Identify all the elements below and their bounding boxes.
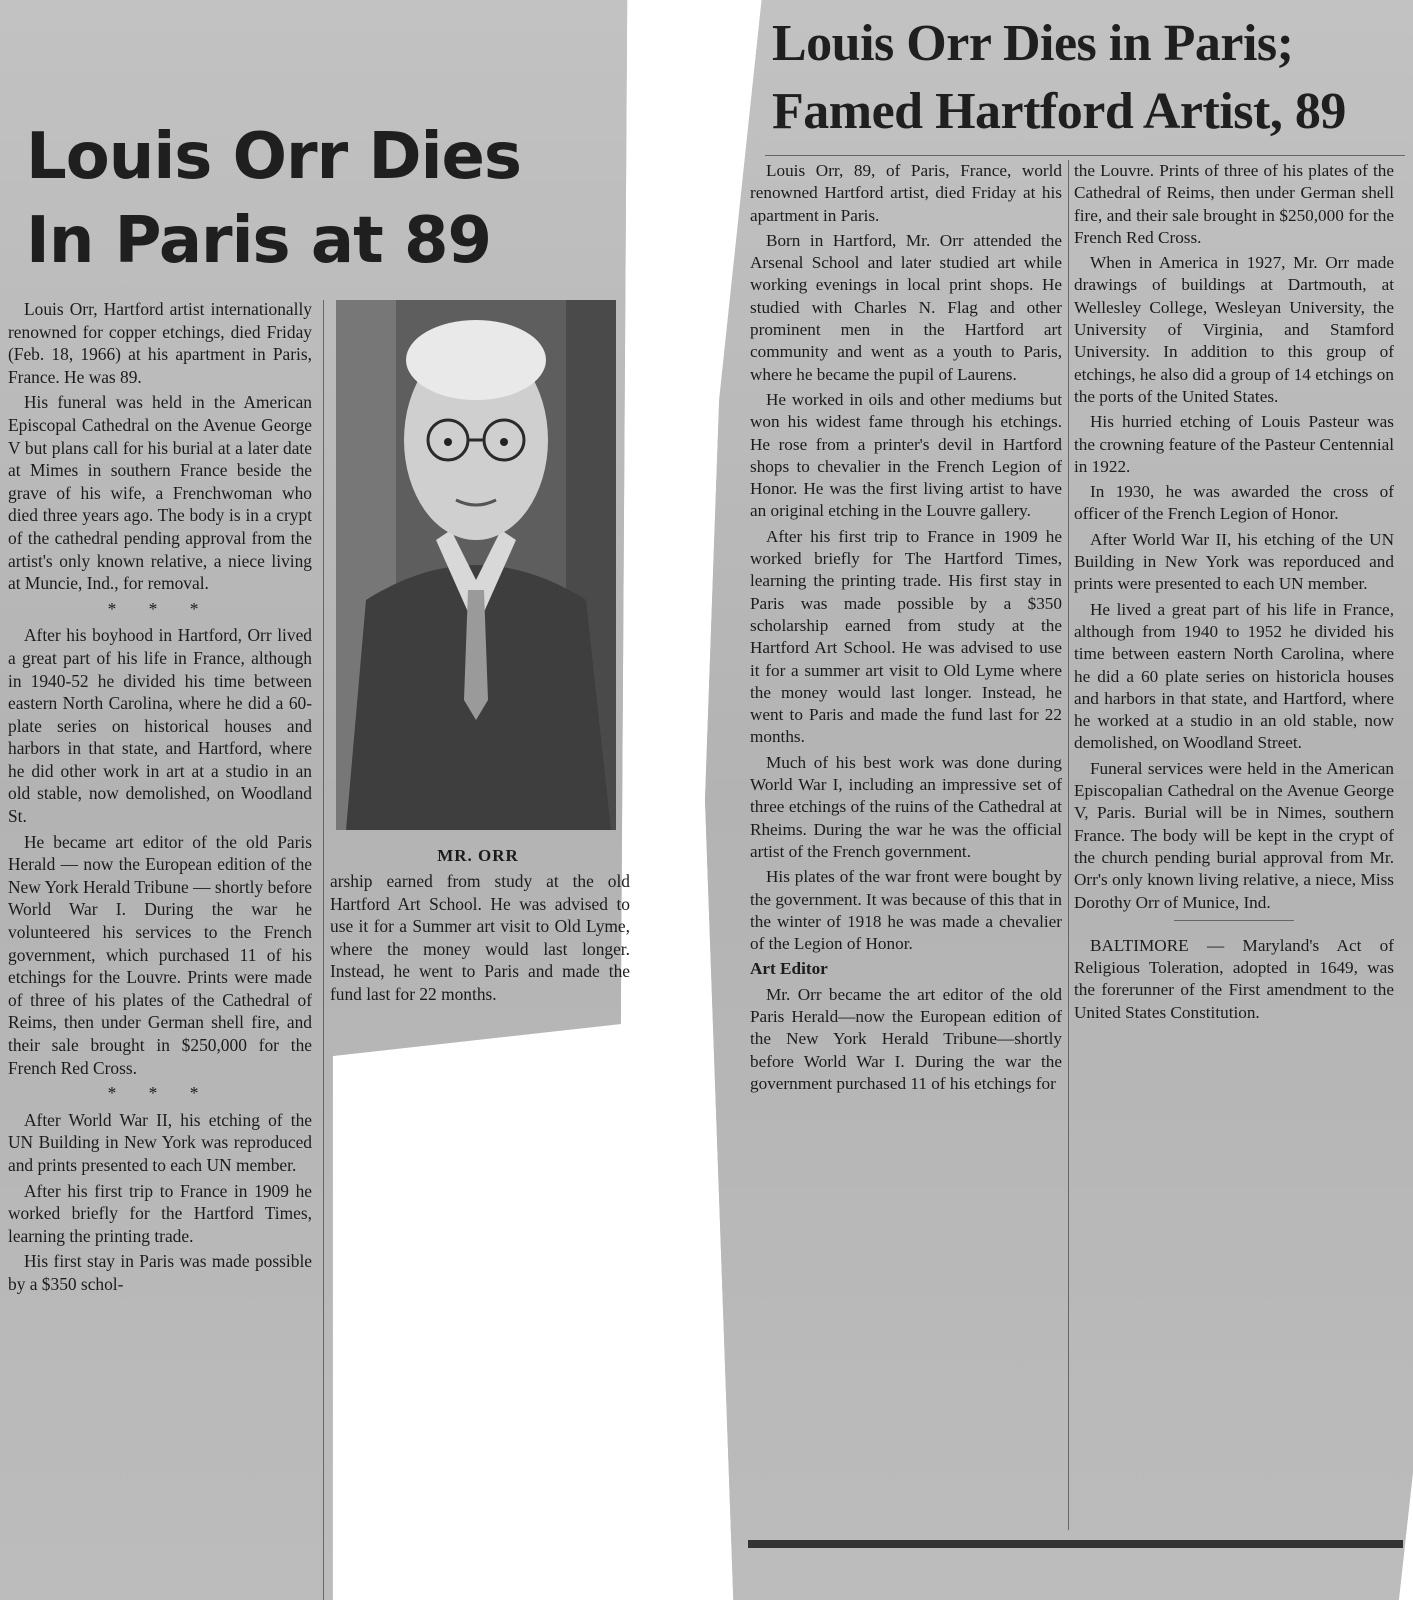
paragraph: His first stay in Paris was made possible by a $350 schol- bbox=[8, 1251, 312, 1294]
paragraph: Louis Orr, 89, of Paris, France, world renowned Hartford artist, died Friday at his apartment in Paris. bbox=[750, 161, 1062, 225]
right-column-2 bbox=[1074, 160, 1394, 1027]
right-headline-line2: Famed Hartford Artist, 89 bbox=[772, 83, 1346, 140]
paragraph: Funeral services were held in the American Episcopalian Cathedral on the Avenue George V, Paris. Burial will be in Nimes, southern France. The body will be kept in the crypt of the church pending burial approval from Mr. Orr's only known living relative, a niece, Miss Dorothy Orr of Munice, Ind. bbox=[1074, 758, 1394, 912]
left-column-2 bbox=[330, 870, 630, 1009]
paragraph: In 1930, he was awarded the cross of officer of the French Legion of Honor. bbox=[1074, 482, 1394, 524]
column-rule bbox=[323, 300, 324, 1600]
bottom-border bbox=[748, 1540, 1403, 1548]
left-column-1 bbox=[8, 298, 312, 1299]
paragraph: After World War II, his etching of the UN Building in New York was reproduced and prints presented to each UN member. bbox=[8, 1109, 312, 1175]
left-headline-line1: Louis Orr Dies bbox=[26, 120, 521, 194]
column-rule bbox=[1068, 160, 1069, 1530]
paragraph: After World War II, his etching of the UN Building in New York was reporduced and prints were presented to each UN member. bbox=[1074, 529, 1394, 594]
right-headline-line1: Louis Orr Dies in Paris; bbox=[772, 15, 1294, 72]
paragraph: He lived a great part of his life in France, although from 1940 to 1952 he divided his time between eastern North Carolina, where he did a 60 plate series on historicla houses and harbors in that state, and Hartford, where he worked at a studio in an old stable, now demolished, on Woodland Street. bbox=[1074, 599, 1394, 753]
paragraph: After his first trip to France in 1909 he worked briefly for The Hartford Times, learning the printing trade. His first stay in Paris was made possible by a $350 scholarship earned from study at the Hartford Art School. He was advised to use it for a summer art visit to Old Lyme where the money would last longer. Instead, he went to Paris and made the fund last for 22 months. bbox=[750, 526, 1062, 747]
left-headline-line2: In Paris at 89 bbox=[26, 204, 492, 278]
paragraph: When in America in 1927, Mr. Orr made drawings of buildings at Dartmouth, at Wellesley College, Wesleyan University, the University of Virginia, and Stamford University. In addition to this group of etchings, he also did a group of 14 etchings on the ports of the United States. bbox=[1074, 253, 1394, 406]
paragraph: He became art editor of the old Paris Herald — now the European edition of the New York Herald Tribune — shortly before World War I. During the war he volunteered his services to the French government, which purchased 11 of his etchings for the Louvre. Prints were made of three of his plates of the Cathedral of Reims, then under German shell fire, and their sale brought in $250,000 for the French Red Cross. bbox=[8, 831, 312, 1078]
paragraph: After his boyhood in Hartford, Orr lived a great part of his life in France, although in 1940-52 he divided his time between eastern North Carolina, where he did a 60-plate series on historical houses and harbors in that state, and Hartford, where he did other work in art at a studio in an old stable, now demolished, on Woodland St. bbox=[8, 625, 312, 827]
paragraph: Louis Orr, Hartford artist internationally renowned for copper etchings, died Friday (Feb. 18, 1966) at his apartment in Paris, France. He was 89. bbox=[8, 299, 312, 387]
paragraph: Mr. Orr became the art editor of the old Paris Herald—now the European edition of the New York Herald Tribune—shortly before World War I. During the war the government purchased 11 of his etchings for bbox=[750, 984, 1062, 1093]
paragraph: After his first trip to France in 1909 he worked briefly for the Hartford Times, learning the printing trade. bbox=[8, 1180, 312, 1246]
right-headline bbox=[772, 10, 1402, 146]
filler-item: BALTIMORE — Maryland's Act of Religious Toleration, adopted in 1649, was the forerunner of the First amendment to the United States Constitution. bbox=[1074, 935, 1394, 1022]
portrait-photo-image bbox=[336, 300, 616, 830]
right-column-1 bbox=[750, 160, 1062, 1098]
photo-caption: MR. ORR bbox=[437, 846, 519, 865]
subhead-art-editor: Art Editor bbox=[750, 959, 828, 979]
left-headline bbox=[26, 115, 606, 283]
paragraph: His hurried etching of Louis Pasteur was the crowning feature of the Pasteur Centennial in 1922. bbox=[1074, 412, 1394, 476]
paragraph: arship earned from study at the old Hartford Art School. He was advised to use it for a Summer art visit to Old Lyme, where the money would last longer. Instead, he went to Paris and made the fund last for 22 months. bbox=[330, 871, 630, 1004]
section-break-stars: * * * bbox=[107, 598, 213, 619]
section-break-stars: * * * bbox=[107, 1083, 213, 1104]
paragraph: Much of his best work was done during World War I, including an impressive set of three etchings of the ruins of the Cathedral at Rheims. During the war he was the official artist of the French government. bbox=[750, 752, 1062, 861]
paragraph: the Louvre. Prints of three of his plates of the Cathedral of Reims, then under German shell fire, and their sale brought in $250,000 for the French Red Cross. bbox=[1074, 161, 1394, 247]
paragraph: His funeral was held in the American Episcopal Cathedral on the Avenue George V but plans call for his burial at a later date at Mimes in southern France beside the grave of his wife, a Frenchwoman who died three years ago. The body is in a crypt of the cathedral pending approval from the artist's only known relative, a niece living at Muncie, Ind., for removal. bbox=[8, 392, 312, 594]
divider bbox=[1174, 920, 1294, 921]
paragraph: Born in Hartford, Mr. Orr attended the Arsenal School and later studied art while working evenings in local print shops. He studied with Charles N. Flag and other prominent men in the Hartford art community and went as a youth to Paris, where he became the pupil of Laurens. bbox=[750, 230, 1062, 384]
paragraph: His plates of the war front were bought by the government. It was because of this that in the winter of 1918 he was made a chevalier of the Legion of Honor. bbox=[750, 867, 1062, 954]
paragraph: He worked in oils and other mediums but won his widest fame through his etchings. He rose from a printer's devil in Hartford shops to chevalier in the French Legion of Honor. He was the first living artist to have an original etching in the Louvre gallery. bbox=[750, 389, 1062, 521]
portrait-photo bbox=[336, 300, 616, 830]
headline-rule bbox=[765, 155, 1405, 156]
